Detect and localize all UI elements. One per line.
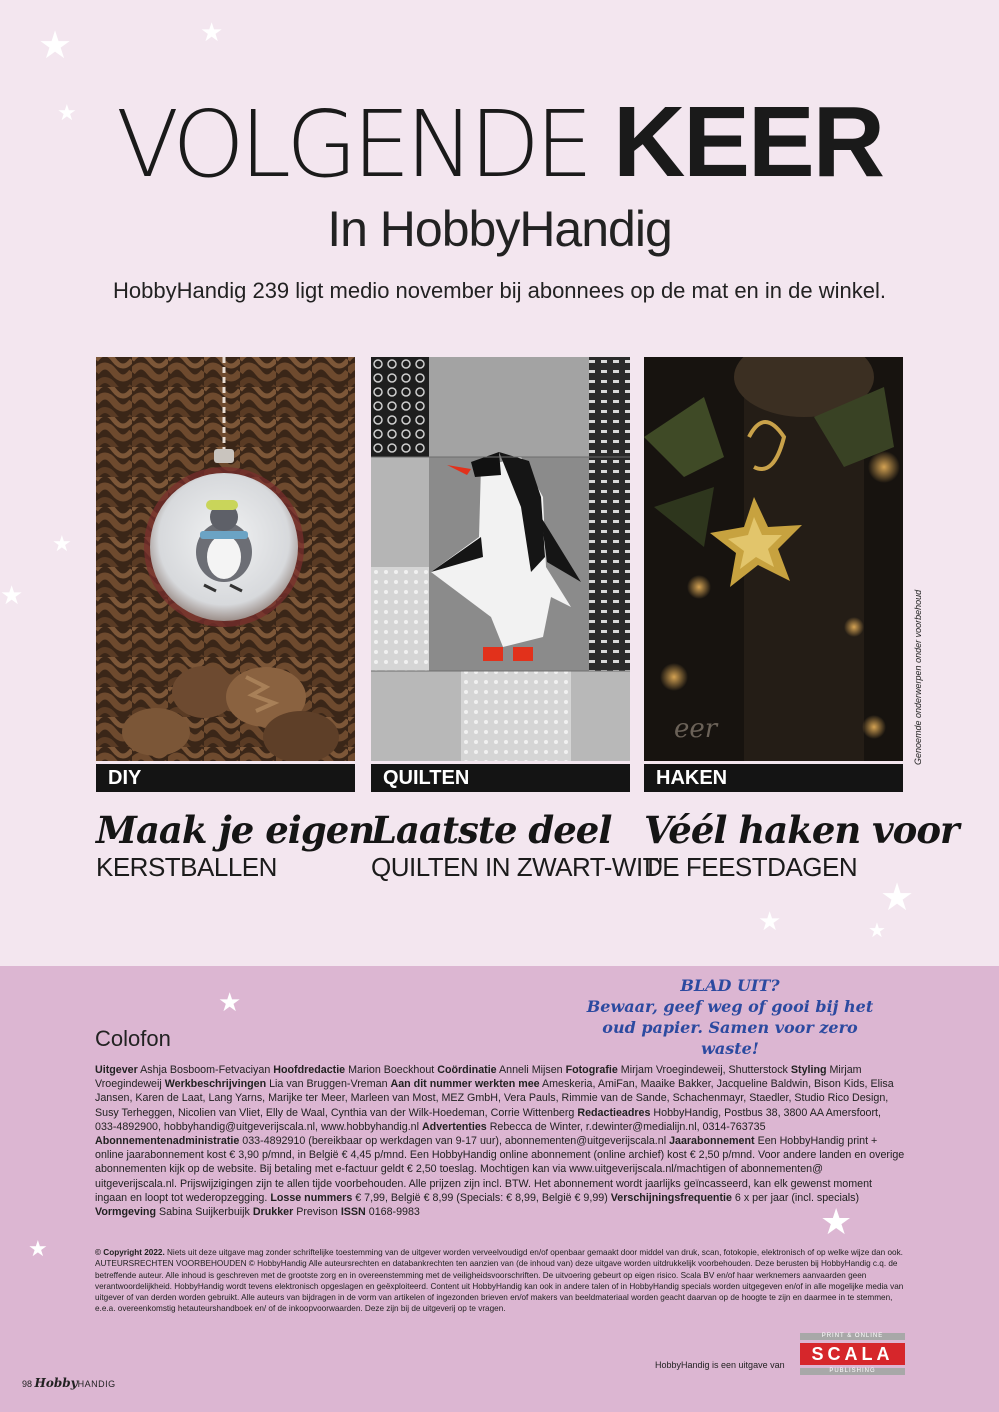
category-label-haken: HAKEN	[644, 764, 903, 792]
disclaimer-text: Genoemde onderwerpen onder voorbehoud	[913, 589, 923, 765]
title-light: VOLGENDE	[116, 91, 589, 198]
scala-logo-bottom: PUBLISHING	[800, 1368, 905, 1375]
star-icon: ★	[38, 23, 73, 67]
blad-uit-note	[580, 975, 880, 1059]
copyright-notice	[95, 1247, 905, 1315]
star-icon: ★	[758, 907, 782, 937]
page-number: 98	[22, 1379, 33, 1389]
publisher-note: HobbyHandig is een uitgave van	[655, 1360, 785, 1370]
feature-image-quilten	[371, 357, 630, 761]
star-icon: ★	[218, 988, 242, 1018]
brand-caps: HANDIG	[77, 1379, 116, 1389]
feature-image-diy	[96, 357, 355, 761]
scala-logo-main: SCALA	[800, 1343, 905, 1365]
colofon-title: Colofon	[95, 1026, 171, 1051]
crochet-photo	[644, 357, 903, 761]
feature-caption-haken: DE FEESTDAGEN	[644, 852, 858, 882]
copyright-label: © Copyright 2022.	[95, 1248, 165, 1257]
star-icon: ★	[0, 581, 24, 611]
page-title	[0, 86, 999, 198]
title-bold: KEER	[613, 86, 883, 198]
disclaimer-vertical	[913, 545, 927, 765]
colofon-body: Uitgever Ashja Bosboom-Fetvaciyan Hoofdredactie Marion Boeckhout Coördinatie Anneli Mijsen Fotografie Mirjam Vroegindeweij, Shutterstock Styling Mirjam Vroegindeweij Werkbeschrijvingen Lia van Bruggen-Vreman Aan dit nummer werkten mee Ameskeria, AmiFan, Maaike Bakker, Jacqueline Baldwin, Bison Kids, Elisa Jansen, Karen de Laat, Lang Yarns, Marijke ter Meer, Marleen van Most, MEZ GmbH, Vera Pauls, Rimmie van de Sande, Schachenmayr, Staedler, Studio Rico Design, Susy Terheggen, Nicolien van Vliet, Elly de Waal, Cynthia van der Wilk-Hoedeman, Corrie Wittenberg Redactieadres HobbyHandig, Postbus 38, 3800 AA Amersfoort, 033-4892900, hobbyhandig@uitgeverijscala.nl, www.hobbyhandig.nl Advertenties Rebecca de Winter, r.dewinter@medialijn.nl, 0314-763735 Abonnementenadministratie 033-4892910 (bereikbaar op werkdagen van 9-17 uur), abonnementen@uitgeverijscala.nl Jaarabonnement Een HobbyHandig print + online jaarabonnement kost € 3,90 p/mnd, in België € 4,45 p/mnd. Een HobbyHandig online abonnement (online archief) kost € 2,50 p/mnd. Voor andere landen en overige abonnementen kijk op de website. Bij betaling met e-factuur geldt € 2,50 toeslag. Mochtigen kan via www.uitgeverijscala.nl/machtigen of abonnementen@ uitgeverijscala.nl. Prijswijzigingen zijn te allen tijde voorbehouden. Alle prijzen zijn incl. BTW. Het abonnement wordt jaarlijks geïncasseerd, kan elk gewenst moment ingaan en loopt tot wederopzegging. Losse nummers € 7,99, België € 8,99 (Specials: € 8,99, België € 9,99) Verschijningsfrequentie 6 x per jaar (incl. specials) Vormgeving Sabina Suijkerbuijk Drukker Previson ISSN 0168-9983	[95, 1064, 905, 1219]
quilt-photo	[371, 357, 630, 761]
feature-caption-quilten: QUILTEN IN ZWART-WIT'	[371, 852, 663, 882]
star-icon: ★	[57, 101, 77, 126]
scala-logo	[800, 1333, 905, 1375]
intro-text: HobbyHandig 239 ligt medio november bij abonnees op de mat en in de winkel.	[113, 278, 886, 303]
star-icon: ★	[868, 918, 886, 942]
scala-logo-top: PRINT & ONLINE	[800, 1333, 905, 1340]
brand-script: Hobby	[34, 1376, 78, 1390]
star-icon: ★	[28, 1237, 48, 1262]
feature-image-haken	[644, 357, 903, 761]
category-label-quilten: QUILTEN	[371, 764, 630, 792]
page-subtitle: In HobbyHandig	[327, 201, 672, 257]
category-label-diy: DIY	[96, 764, 355, 792]
page-footer	[22, 1376, 116, 1390]
star-icon: ★	[52, 532, 72, 557]
feature-title-quilten: Laatste deel	[371, 808, 612, 852]
feature-caption-diy: KERSTBALLEN	[96, 852, 277, 882]
blad-uit-line2: Bewaar, geef weg of gooi bij het	[586, 997, 874, 1016]
feature-title-diy: Maak je eigen	[96, 808, 375, 852]
feature-title-haken: Véél haken voor	[644, 808, 959, 852]
star-icon: ★	[880, 875, 915, 919]
ornament-photo	[96, 357, 355, 761]
blad-uit-line3: oud papier. Samen voor zero waste!	[602, 1018, 858, 1058]
star-icon: ★	[820, 1202, 853, 1243]
copyright-text: Niets uit deze uitgave mag zonder schriftelijke toestemming van de uitgever worden verveelvoudigd en/of openbaar gemaakt door middel van druk, scan, fotokopie, elektronisch of op welke wijze dan ook. AUTEURSRECHTEN VOORBEHOUDEN © HobbyHandig Alle auteursrechten en databankrechten ten aanzien van (de inhoud van) deze uitgave worden uitdrukkelijk voorbehouden. Deze berusten bij HobbyHandig c.q. de betreffende auteur. Alle inhoud is geschreven met de grootste zorg en in overeenstemming met de veiligheidsvoorschriften. De uitvoering gebeurt op eigen risico. Scala BV en/of haar werknemers aanvaarden geen verantwoordelijkheid. HobbyHandig wordt tevens elektronisch opgeslagen en geëxploiteerd. Content uit HobbyHandig kan ook in andere talen of in HobbyHandig specials worden uitgegeven en/of in alle mogelijke media van uitgever of van derden worden gebruikt. Alle auteurs van bijdragen in de vorm van artikelen of ingezonden brieven en/of makers van beeldmateriaal worden geacht daarvan op de hoogte te zijn en daarmee in te stemmen, e.e.a. overeenkomstig hetauteurshandboek en/ of de inkoopvoorwaarden. Deze zijn bij de uitgeverij op te vragen.	[95, 1248, 904, 1314]
blad-uit-line1: BLAD UIT?	[680, 976, 780, 995]
star-icon: ★	[200, 18, 224, 48]
svg-text:eer: eer	[674, 714, 718, 744]
